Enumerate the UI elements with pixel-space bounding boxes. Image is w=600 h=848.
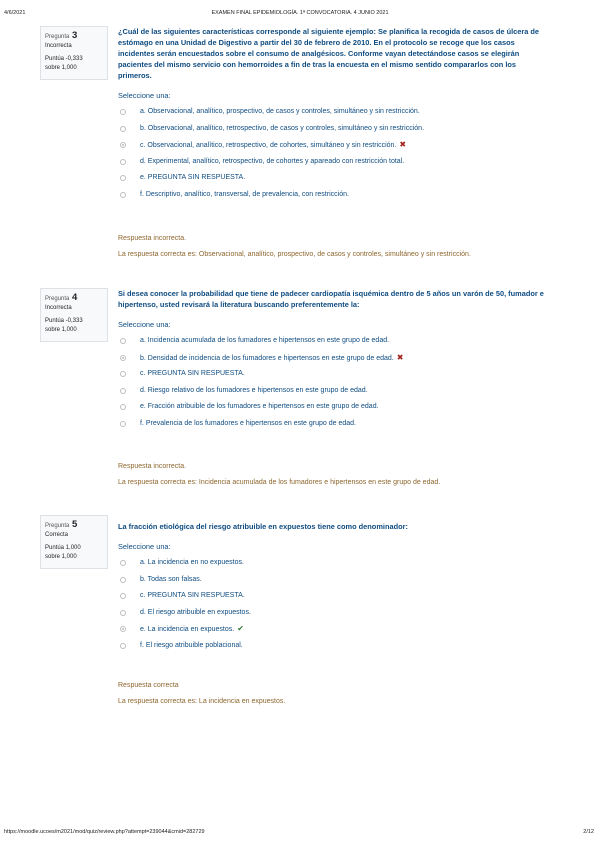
option-text: e. PREGUNTA SIN RESPUESTA.	[140, 174, 246, 181]
option-text: d. Riesgo relativo de los fumadores e hipertensos en este grupo de edad.	[140, 386, 368, 394]
print-title: EXAMEN FINAL EPIDEMIOLOGÍA. 1ª CONVOCATORIA. 4 JUNIO 2021	[211, 10, 389, 16]
question-label: Pregunta	[45, 523, 70, 529]
question-body	[118, 288, 548, 486]
radio-button[interactable]	[120, 593, 126, 599]
answer-options	[118, 104, 548, 203]
option-text: b. Observacional, analítico, retrospectivo, de casos y controles, simultáneo y sin restricción.	[140, 124, 425, 132]
answer-options	[118, 555, 548, 654]
answer-option-b[interactable]	[118, 350, 548, 367]
option-text: f. Descriptivo, analítico, transversal, de prevalencia, con restricción.	[140, 190, 349, 198]
answer-option-e[interactable]	[118, 621, 548, 638]
radio-button[interactable]	[120, 109, 126, 115]
answer-option-b[interactable]	[118, 121, 548, 138]
option-text: e. La incidencia en expuestos.	[140, 626, 235, 633]
feedback-status: Respuesta incorrecta.	[118, 463, 187, 470]
answer-option-d[interactable]	[118, 605, 548, 622]
print-url: https://moodle.ucoes/m2021/mod/quiz/review.php?attempt=239044&cmid=282729	[4, 829, 205, 835]
option-text: c. Observacional, analítico, retrospectivo, de cohortes, simultáneo y sin restricción.	[140, 142, 397, 149]
answer-option-a[interactable]	[118, 555, 548, 572]
question-score-max: sobre 1,000	[45, 554, 77, 560]
option-text: f. El riesgo atribuible poblacional.	[140, 641, 243, 649]
question-state: Incorrecta	[45, 43, 72, 49]
answer-option-c[interactable]	[118, 588, 548, 605]
radio-button[interactable]	[120, 159, 126, 165]
answer-option-a[interactable]	[118, 104, 548, 121]
option-text: d. El riesgo atribuible en expuestos.	[140, 608, 251, 616]
question-text: La fracción etiológica del riesgo atribuible en expuestos tiene como denominador:	[118, 522, 408, 531]
question-info	[40, 26, 108, 80]
answer-option-f[interactable]	[118, 638, 548, 655]
option-text: f. Prevalencia de los fumadores e hipertensos en este grupo de edad.	[140, 419, 356, 427]
question-number: 3	[72, 30, 78, 41]
option-text: a. La incidencia en no expuestos.	[140, 559, 244, 566]
question-text: ¿Cuál de las siguientes características corresponde al siguiente ejemplo: Se planifica la recogida de casos de úlcera de estómago en una Unidad de Digestivo a partir del 30 de febrero de 2010. En el protocolo se recoge que los casos incidentes serán encuestados sobre el consumo de analgésicos. Conforme vayan detectándose casos se elegirán pacientes del mismo servicio con hemorroides a fin de tras la encuesta en el mismo sentido compararlos con los primeros.	[118, 27, 540, 80]
answer-option-f[interactable]	[118, 187, 548, 204]
answer-option-d[interactable]	[118, 154, 548, 171]
radio-button[interactable]	[120, 338, 126, 344]
option-text: e. Fracción atribuible de los fumadores e hipertensos en este grupo de edad.	[140, 403, 379, 410]
question-body	[118, 515, 548, 705]
feedback-status: Respuesta incorrecta.	[118, 235, 187, 242]
answer-option-b[interactable]	[118, 572, 548, 589]
answer-options	[118, 333, 548, 432]
option-text: a. Observacional, analítico, prospectivo, de casos y controles, simultáneo y sin restricción.	[140, 108, 420, 115]
radio-button[interactable]	[120, 404, 126, 410]
page-number: 2/12	[583, 829, 594, 835]
answer-option-e[interactable]	[118, 399, 548, 416]
question-state: Correcta	[45, 532, 69, 538]
option-text: b. Todas son falsas.	[140, 575, 202, 583]
radio-button[interactable]	[120, 371, 126, 377]
radio-button-selected[interactable]	[120, 142, 126, 148]
radio-button-selected[interactable]	[120, 626, 126, 632]
question-body	[118, 26, 548, 258]
incorrect-icon: ✖	[396, 352, 404, 362]
feedback-correct-answer: La respuesta correcta es: La incidencia en expuestos.	[118, 698, 286, 705]
correct-icon: ✔	[237, 624, 244, 633]
radio-button[interactable]	[120, 643, 126, 649]
question-number: 4	[72, 292, 78, 303]
answer-option-f[interactable]	[118, 416, 548, 433]
radio-button[interactable]	[120, 421, 126, 427]
question-score: Puntúa 1,000	[45, 545, 81, 551]
option-text: a. Incidencia acumulada de los fumadores e hipertensos en este grupo de edad.	[140, 337, 390, 344]
radio-button[interactable]	[120, 610, 126, 616]
answer-option-a[interactable]	[118, 333, 548, 350]
question-state: Incorrecta	[45, 305, 72, 311]
select-prompt: Seleccione una:	[118, 542, 171, 551]
question-score: Puntúa -0,333	[45, 318, 83, 324]
radio-button[interactable]	[120, 560, 126, 566]
question-label: Pregunta	[45, 34, 70, 40]
radio-button[interactable]	[120, 126, 126, 132]
option-text: b. Densidad de incidencia de los fumadores e hipertensos en este grupo de edad.	[140, 354, 394, 362]
feedback-correct-answer: La respuesta correcta es: Incidencia acumulada de los fumadores e hipertensos en este grupo de edad.	[118, 479, 441, 486]
question-score-max: sobre 1,000	[45, 327, 77, 333]
question-number: 5	[72, 519, 78, 530]
radio-button[interactable]	[120, 192, 126, 198]
question-text: Si desea conocer la probabilidad que tiene de padecer cardiopatía isquémica dentro de 5 años un varón de 50, fumador e hipertenso, usted revisará la literatura buscando preferentemente la:	[118, 289, 544, 309]
select-prompt: Seleccione una:	[118, 320, 171, 329]
question-info	[40, 288, 108, 342]
answer-option-e[interactable]	[118, 170, 548, 187]
radio-button[interactable]	[120, 175, 126, 181]
question-label: Pregunta	[45, 296, 70, 302]
question-info	[40, 515, 108, 569]
feedback-correct-answer: La respuesta correcta es: Observacional, analítico, prospectivo, de casos y controles, simultáneo y sin restricción.	[118, 251, 471, 258]
select-prompt: Seleccione una:	[118, 91, 171, 100]
option-text: c. PREGUNTA SIN RESPUESTA.	[140, 370, 245, 377]
feedback-status: Respuesta correcta	[118, 682, 179, 689]
answer-option-c[interactable]	[118, 137, 548, 154]
answer-option-c[interactable]	[118, 366, 548, 383]
incorrect-icon: ✖	[399, 140, 407, 149]
radio-button[interactable]	[120, 577, 126, 583]
option-text: d. Experimental, analítico, retrospectivo, de cohortes y apareado con restricción total.	[140, 157, 405, 165]
radio-button[interactable]	[120, 388, 126, 394]
radio-button-selected[interactable]	[120, 355, 126, 361]
question-score: Puntúa -0,333	[45, 56, 83, 62]
question-score-max: sobre 1,000	[45, 65, 77, 71]
option-text: c. PREGUNTA SIN RESPUESTA.	[140, 592, 245, 599]
answer-option-d[interactable]	[118, 383, 548, 400]
print-date: 4/6/2021	[4, 10, 26, 16]
